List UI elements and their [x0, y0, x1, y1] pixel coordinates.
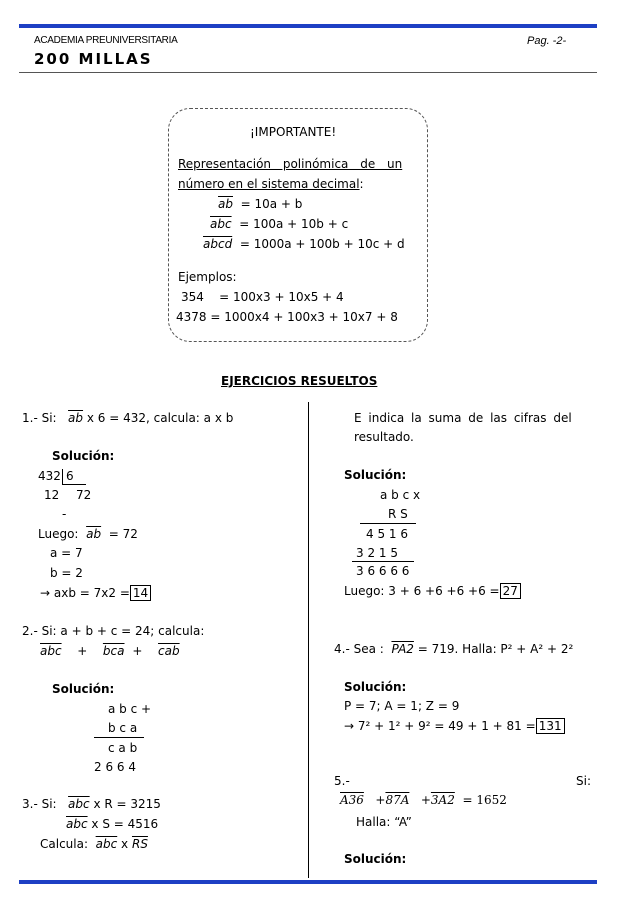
ex2-row2: b c a — [108, 721, 138, 735]
ex2-row3: c a b — [108, 741, 138, 755]
expr-ab: = 10a + b — [240, 197, 303, 211]
ex1-num: $\overline{ab}$ — [68, 411, 84, 425]
ex3-line2 — [352, 561, 414, 562]
arrow-right-icon: → — [344, 719, 355, 733]
bottom-rule — [19, 880, 597, 884]
ex2-term3: $\overline{cab}$ — [158, 644, 180, 658]
ex2-solution-label: Solución: — [52, 682, 115, 696]
expr-abcd: = 1000a + 100b + 10c + d — [239, 237, 405, 251]
ex3-x: x — [121, 837, 129, 851]
ex1-div-quotient: 72 — [76, 488, 92, 502]
ex1-result-box: 14 — [130, 585, 151, 601]
ex4-values: P = 7; A = 1; Z = 9 — [344, 699, 460, 713]
ex3-result-pre: Luego: 3 + 6 +6 +6 +6 = — [344, 584, 500, 598]
expr-abc: = 100a + 10b + c — [239, 217, 349, 231]
ex1-statement — [22, 411, 233, 425]
top-rule — [19, 24, 597, 28]
ex3-num1: $\overline{abc}$ — [68, 797, 90, 811]
ex1-a-value: a = 7 — [50, 546, 83, 560]
ex1-div-divisor: 6 — [66, 469, 74, 483]
ex2-sum-line — [94, 737, 144, 738]
important-title: ¡IMPORTANTE! — [250, 125, 337, 139]
ex3-cont-line1: E indica la suma de las cifras del — [354, 411, 572, 425]
ex2-statement: 2.- Si: a + b + c = 24; calcula: — [22, 624, 205, 638]
ex1-luego-num: $\overline{ab}$ — [86, 527, 102, 541]
ex3-row3: 4 5 1 6 — [366, 527, 408, 541]
ex3-row4: 3 2 1 5 — [356, 546, 398, 560]
intro-colon: : — [359, 177, 364, 191]
ex3-post1: x R = 3215 — [93, 797, 161, 811]
ex5-term1: A36 — [340, 793, 364, 807]
important-intro-line2 — [178, 177, 364, 191]
ex5-term3: 3A2 — [430, 793, 455, 807]
ex5-eq: = 1652 — [462, 793, 507, 807]
ex4-result-box: 131 — [536, 718, 565, 734]
ex3-row2: R S — [388, 507, 408, 521]
ex5-plus1: + — [375, 793, 386, 807]
ex5-solution-label: Solución: — [344, 852, 407, 866]
intro-line2-text: número en el sistema decimal — [178, 177, 360, 191]
ex5-plus2: + — [420, 793, 431, 807]
ex1-luego — [38, 527, 138, 541]
ex3-pre: 3.- Si: — [22, 797, 57, 811]
ex4-result — [344, 719, 565, 733]
ex5-si: Si: — [576, 774, 591, 788]
examples-label: Ejemplos: — [178, 270, 237, 284]
poly-row-abc — [210, 217, 348, 231]
important-intro-line1: Representación polinómica de un — [178, 157, 403, 171]
ex3-statement3 — [40, 837, 148, 851]
ex1-div-bar-h — [62, 484, 86, 485]
ex3-row5: 3 6 6 6 6 — [356, 564, 410, 578]
ex4-statement — [334, 642, 573, 656]
header-underline — [19, 72, 597, 73]
ex1-solution-label: Solución: — [52, 449, 115, 463]
ex1-result — [40, 586, 151, 600]
num-abc: $\overline{abc}$ — [210, 217, 232, 231]
ex1-b-value: b = 2 — [50, 566, 83, 580]
ex1-post: x 6 = 432, calcula: a x b — [86, 411, 234, 425]
ex1-luego-val: = 72 — [108, 527, 138, 541]
example-2: 4378 = 1000x4 + 100x3 + 10x7 + 8 — [176, 310, 398, 324]
ex5-number: 5.- — [334, 774, 350, 788]
ex3-num3: $\overline{abc}$ — [95, 837, 118, 851]
poly-row-ab — [218, 197, 302, 211]
ex4-solution-label: Solución: — [344, 680, 407, 694]
ex1-luego-label: Luego: — [38, 527, 79, 541]
ex1-div-remainder: - — [62, 507, 67, 521]
arrow-right-icon: → — [40, 586, 51, 600]
ex3-cont-line2: resultado. — [354, 430, 414, 444]
ex4-post: = 719. Halla: P² + A² + 2² — [417, 642, 574, 656]
academy-name: ACADEMIA PREUNIVERSITARIA — [34, 35, 178, 46]
ex4-pre: 4.- Sea : — [334, 642, 384, 656]
poly-row-abcd — [203, 237, 405, 251]
ex3-statement1 — [22, 797, 161, 811]
ex1-result-pre: axb = 7x2 = — [53, 586, 130, 600]
ex1-pre: 1.- Si: — [22, 411, 57, 425]
ex3-result — [344, 584, 521, 598]
ex5-term2: 87A — [385, 793, 410, 807]
ex2-plus1: + — [77, 644, 88, 658]
ex3-post2: x S = 4516 — [91, 817, 159, 831]
ex2-row1: a b c + — [108, 702, 152, 716]
ex1-div-dividend: 432 — [38, 469, 61, 483]
ex2-terms — [40, 644, 180, 658]
ex5-halla: Halla: “A” — [356, 815, 412, 829]
ex3-line1 — [360, 523, 416, 524]
ex5-equation — [340, 793, 507, 807]
ex3-solution-label: Solución: — [344, 468, 407, 482]
num-abcd: abcd — [203, 237, 233, 251]
column-divider — [308, 402, 309, 878]
section-title: EJERCICIOS RESUELTOS — [221, 374, 378, 388]
example-1: 354 = 100x3 + 10x5 + 4 — [181, 290, 344, 304]
ex3-result-box: 27 — [500, 583, 521, 599]
ex1-div-bar-v — [62, 469, 63, 484]
ex4-num: PA2 — [391, 642, 414, 656]
ex1-div-product: 12 — [44, 488, 60, 502]
ex2-term1: $\overline{abc}$ — [40, 644, 62, 658]
brand-name: 200 MILLAS — [34, 50, 153, 68]
ex3-num4: $\overline{RS}$ — [131, 837, 148, 851]
ex4-result-pre: 7² + 1² + 9² = 49 + 1 + 81 = — [357, 719, 536, 733]
ex2-term2: $\overline{bca}$ — [102, 644, 125, 658]
ex3-statement2 — [66, 817, 158, 831]
ex3-calc: Calcula: — [40, 837, 88, 851]
ex2-row4: 2 6 6 4 — [94, 760, 136, 774]
ex2-plus2: + — [132, 644, 143, 658]
num-ab: $\overline{ab}$ — [218, 197, 233, 211]
ex3-row1: a b c x — [380, 488, 421, 502]
page-number: Pag. -2- — [527, 35, 567, 47]
ex3-num2: $\overline{abc}$ — [66, 817, 88, 831]
